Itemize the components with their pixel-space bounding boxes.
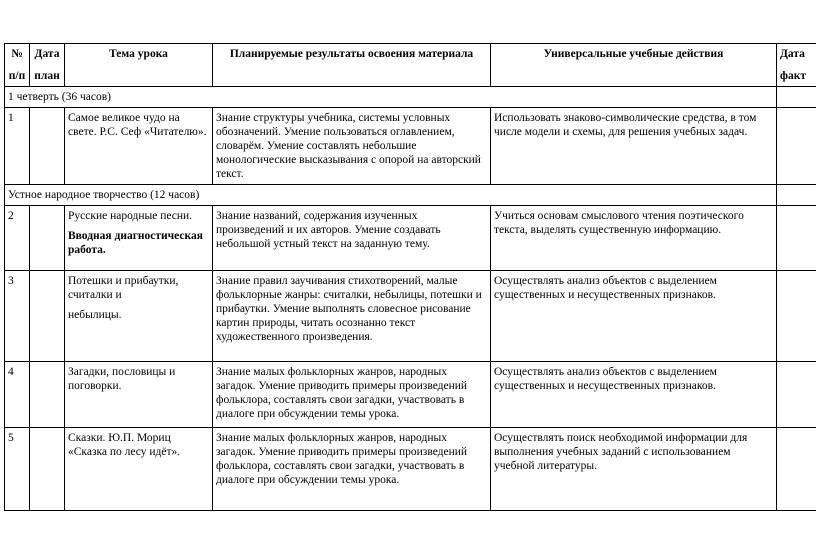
row-number: 2 [5,206,30,271]
row-results: Знание правил заучивания стихотворений, малые фольклорные жанры: считалки, небылицы, потешки и прибаутки. Умение выполнять словесное рисование картин природы, читать осознанно текст художественного произведения. [213,271,491,362]
row-topic: Самое великое чудо на свете. Р.С. Сеф «Читателю». [65,108,213,185]
row-date-plan [30,362,65,428]
row-topic-text: Потешки и прибаутки, считалки и [68,275,179,301]
table-row [5,271,816,362]
row-uud: Осуществлять поиск необходимой информации для выполнения учебных заданий с использованием учебной литературы. [491,428,777,511]
header-date-fact-line1: Дата [780,48,805,60]
header-date-fact [777,44,816,87]
row-topic-text: Русские народные песни. [68,210,193,222]
header-date-plan [30,44,65,87]
section-title-folk: Устное народное творчество (12 часов) [5,185,777,206]
row-uud: Осуществлять анализ объектов с выделением существенных и несущественных признаков. [491,271,777,362]
row-uud: Осуществлять анализ объектов с выделением существенных и несущественных признаков. [491,362,777,428]
row-topic: Загадки, пословицы и поговорки. [65,362,213,428]
section-empty-cell [777,87,816,108]
row-results: Знание малых фольклорных жанров, народных загадок. Умение приводить примеры произведений фольклора, составлять свои загадки, участвовать в диалоге при обсуждении темы урока. [213,362,491,428]
row-uud: Использовать знаково-символические средства, в том числе модели и схемы, для решения учебных задач. [491,108,777,185]
row-date-plan [30,108,65,185]
row-number: 4 [5,362,30,428]
table-row [5,206,816,271]
header-date-plan-line2: план [34,70,60,82]
row-date-fact [777,206,816,271]
row-topic-extra: Вводная диагностическая работа. [68,230,203,256]
header-number-line1: № [11,48,23,60]
row-number: 1 [5,108,30,185]
row-number: 5 [5,428,30,511]
table-row [5,108,816,185]
row-date-fact [777,108,816,185]
row-number: 3 [5,271,30,362]
row-date-fact [777,428,816,511]
row-topic [65,206,213,271]
header-results: Планируемые результаты освоения материала [213,44,491,87]
row-topic [65,271,213,362]
row-uud: Учиться основам смыслового чтения поэтического текста, выделять существенную информацию. [491,206,777,271]
table-row [5,362,816,428]
table-header-row [5,44,816,87]
table-row [5,428,816,511]
header-uud: Универсальные учебные действия [491,44,777,87]
lesson-plan-table [4,43,816,511]
header-date-fact-line2: факт [780,70,806,82]
row-results: Знание названий, содержания изученных произведений и их авторов. Умение создавать небольшой устный текст на заданную тему. [213,206,491,271]
row-topic: Сказки. Ю.П. Мориц «Сказка по лесу идёт». [65,428,213,511]
row-date-fact [777,271,816,362]
header-date-plan-line1: Дата [34,48,60,60]
section-title-quarter1: 1 четверть (36 часов) [5,87,777,108]
row-results: Знание малых фольклорных жанров, народных загадок. Умение приводить примеры произведений фольклора, составлять свои загадки, участвовать в диалоге при обсуждении темы урока. [213,428,491,511]
row-date-plan [30,206,65,271]
section-empty-cell [777,185,816,206]
header-number-line2: п/п [8,70,26,82]
section-row-quarter1 [5,87,816,108]
section-row-folk [5,185,816,206]
row-results: Знание структуры учебника, системы условных обозначений. Умение пользоваться оглавлением, словарём. Умение составлять небольшие монологические высказывания с опорой на авторский текст. [213,108,491,185]
row-date-plan [30,428,65,511]
header-number [5,44,30,87]
row-date-fact [777,362,816,428]
row-topic-extra: небылицы. [68,309,122,321]
header-topic: Тема урока [65,44,213,87]
row-date-plan [30,271,65,362]
